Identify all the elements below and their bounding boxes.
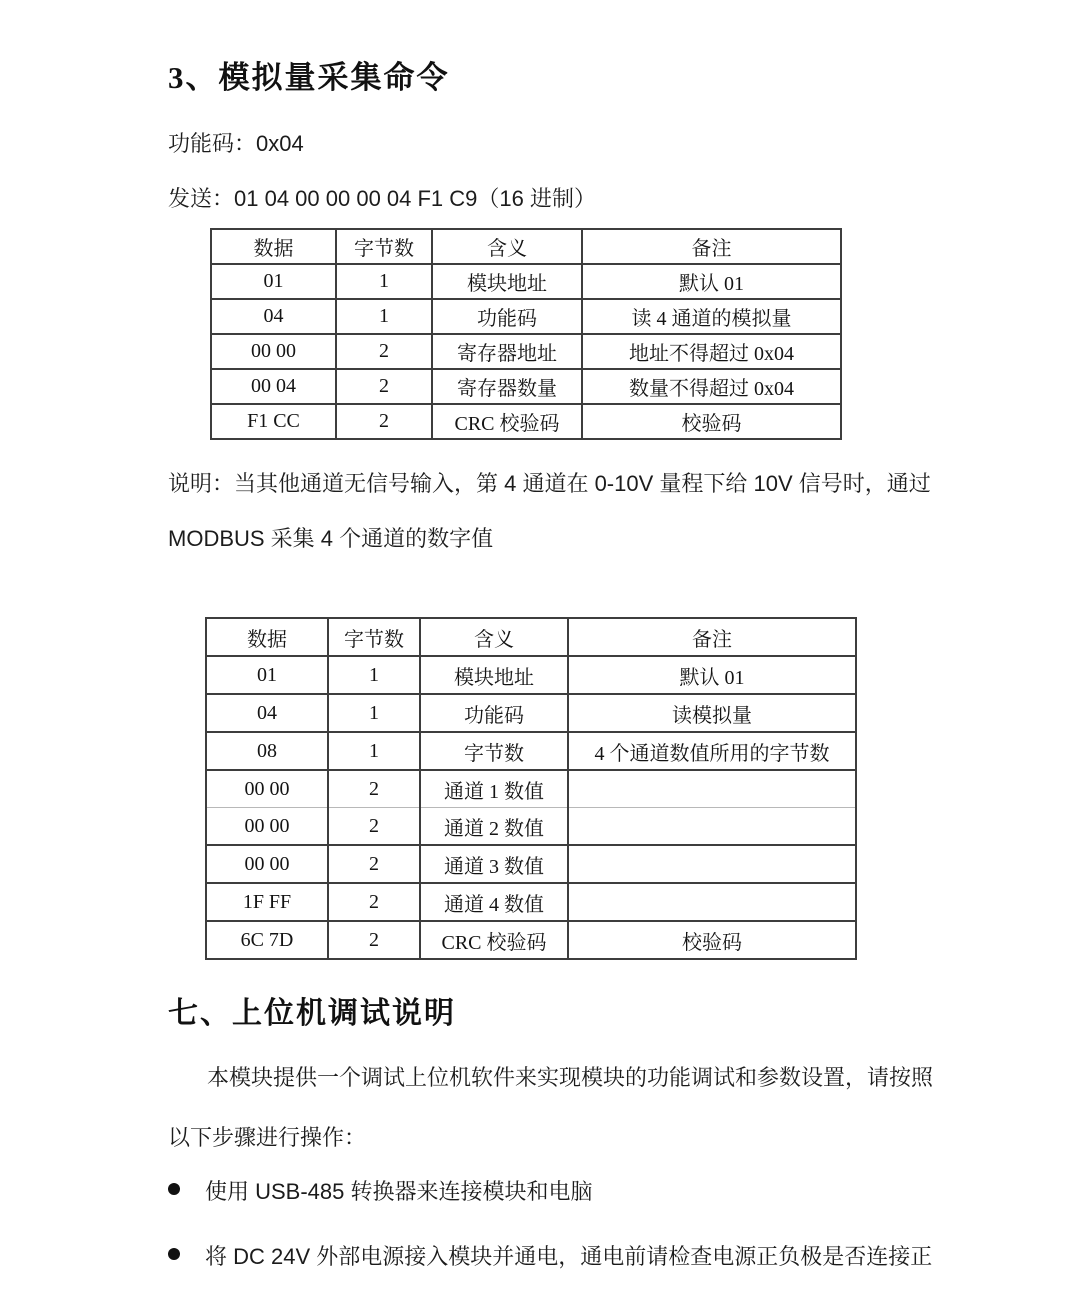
table-cell: 功能码: [432, 299, 582, 334]
table-row: [206, 732, 856, 770]
column-header: 数据: [206, 618, 328, 656]
table-cell: 2: [328, 921, 420, 959]
table-row: [211, 334, 841, 369]
table-cell: 通道 1 数值: [420, 770, 568, 808]
table-cell: 00 00: [206, 808, 328, 846]
bullet-text: 使用 USB-485 转换器来连接模块和电脑: [205, 1179, 593, 1204]
send-frame-line: 发送：01 04 00 00 00 04 F1 C9（16 进制）: [168, 186, 596, 211]
table-cell: 地址不得超过 0x04: [582, 334, 841, 369]
table-cell: 校验码: [568, 921, 856, 959]
column-header: 备注: [568, 618, 856, 656]
table-cell: 寄存器数量: [432, 369, 582, 404]
table-row: [211, 404, 841, 439]
table-cell: 01: [211, 264, 336, 299]
table-cell: 00 00: [211, 334, 336, 369]
table-cell: [568, 808, 856, 846]
table-cell: 6C 7D: [206, 921, 328, 959]
table-row: [206, 656, 856, 694]
table-cell: 2: [336, 369, 432, 404]
bullet-item: [168, 1175, 593, 1206]
table-cell: 04: [211, 299, 336, 334]
table-cell: 2: [336, 334, 432, 369]
table-row: [206, 883, 856, 921]
table-cell: F1 CC: [211, 404, 336, 439]
section-heading-analog-command: 3、模拟量采集命令: [168, 60, 450, 95]
paragraph-line-2: 以下步骤进行操作：: [168, 1125, 367, 1150]
table-cell: 00 00: [206, 770, 328, 808]
function-code-line: 功能码：0x04: [168, 131, 304, 156]
note-line-2: MODBUS 采集 4 个通道的数字值: [168, 526, 494, 551]
table-row: [211, 299, 841, 334]
table-cell: 数量不得超过 0x04: [582, 369, 841, 404]
table-cell: CRC 校验码: [432, 404, 582, 439]
table-cell: 校验码: [582, 404, 841, 439]
bullet-dot-icon: [168, 1183, 180, 1195]
table-cell: 寄存器地址: [432, 334, 582, 369]
column-header: 含义: [420, 618, 568, 656]
table-cell: 1: [336, 299, 432, 334]
table-cell: 通道 4 数值: [420, 883, 568, 921]
table-cell: 1: [328, 656, 420, 694]
table-cell: 通道 2 数值: [420, 808, 568, 846]
table-header-row: [206, 618, 856, 656]
table-cell: 默认 01: [568, 656, 856, 694]
column-header: 备注: [582, 229, 841, 264]
section-heading-host-debug: 七、上位机调试说明: [168, 997, 456, 1030]
table-row: [206, 694, 856, 732]
table-cell: 字节数: [420, 732, 568, 770]
table-cell: 模块地址: [420, 656, 568, 694]
response-frame-table: [205, 617, 857, 960]
table-cell: 模块地址: [432, 264, 582, 299]
table-row: [211, 369, 841, 404]
table-cell: [568, 845, 856, 883]
table-cell: 读模拟量: [568, 694, 856, 732]
table-cell: 1: [328, 694, 420, 732]
table-row: [211, 264, 841, 299]
table-cell: 读 4 通道的模拟量: [582, 299, 841, 334]
table-row: [206, 770, 856, 808]
table-cell: 4 个通道数值所用的字节数: [568, 732, 856, 770]
paragraph-line-1: 本模块提供一个调试上位机软件来实现模块的功能调试和参数设置，请按照: [207, 1065, 934, 1090]
bullet-item: [168, 1240, 932, 1271]
bullet-text: 将 DC 24V 外部电源接入模块并通电，通电前请检查电源正负极是否连接正: [205, 1244, 933, 1269]
table-cell: 功能码: [420, 694, 568, 732]
table-cell: 2: [328, 883, 420, 921]
table-cell: 1: [328, 732, 420, 770]
table-cell: 2: [328, 808, 420, 846]
bullet-dot-icon: [168, 1248, 180, 1260]
table-cell: 1: [336, 264, 432, 299]
column-header: 数据: [211, 229, 336, 264]
table-cell: 00 04: [211, 369, 336, 404]
table-cell: 2: [336, 404, 432, 439]
table-cell: 04: [206, 694, 328, 732]
table-cell: [568, 883, 856, 921]
table-row: [206, 921, 856, 959]
request-frame-table: [210, 228, 842, 440]
table-cell: 08: [206, 732, 328, 770]
table-cell: CRC 校验码: [420, 921, 568, 959]
table-header-row: [211, 229, 841, 264]
table-cell: 1F FF: [206, 883, 328, 921]
table-row: [206, 845, 856, 883]
table-cell: 2: [328, 770, 420, 808]
table-cell: 2: [328, 845, 420, 883]
table-row: [206, 808, 856, 846]
table-cell: 通道 3 数值: [420, 845, 568, 883]
table-cell: 默认 01: [582, 264, 841, 299]
column-header: 字节数: [328, 618, 420, 656]
table-cell: [568, 770, 856, 808]
column-header: 含义: [432, 229, 582, 264]
table-cell: 00 00: [206, 845, 328, 883]
table-cell: 01: [206, 656, 328, 694]
column-header: 字节数: [336, 229, 432, 264]
note-line-1: 说明：当其他通道无信号输入，第 4 通道在 0-10V 量程下给 10V 信号时，通过: [168, 471, 931, 496]
